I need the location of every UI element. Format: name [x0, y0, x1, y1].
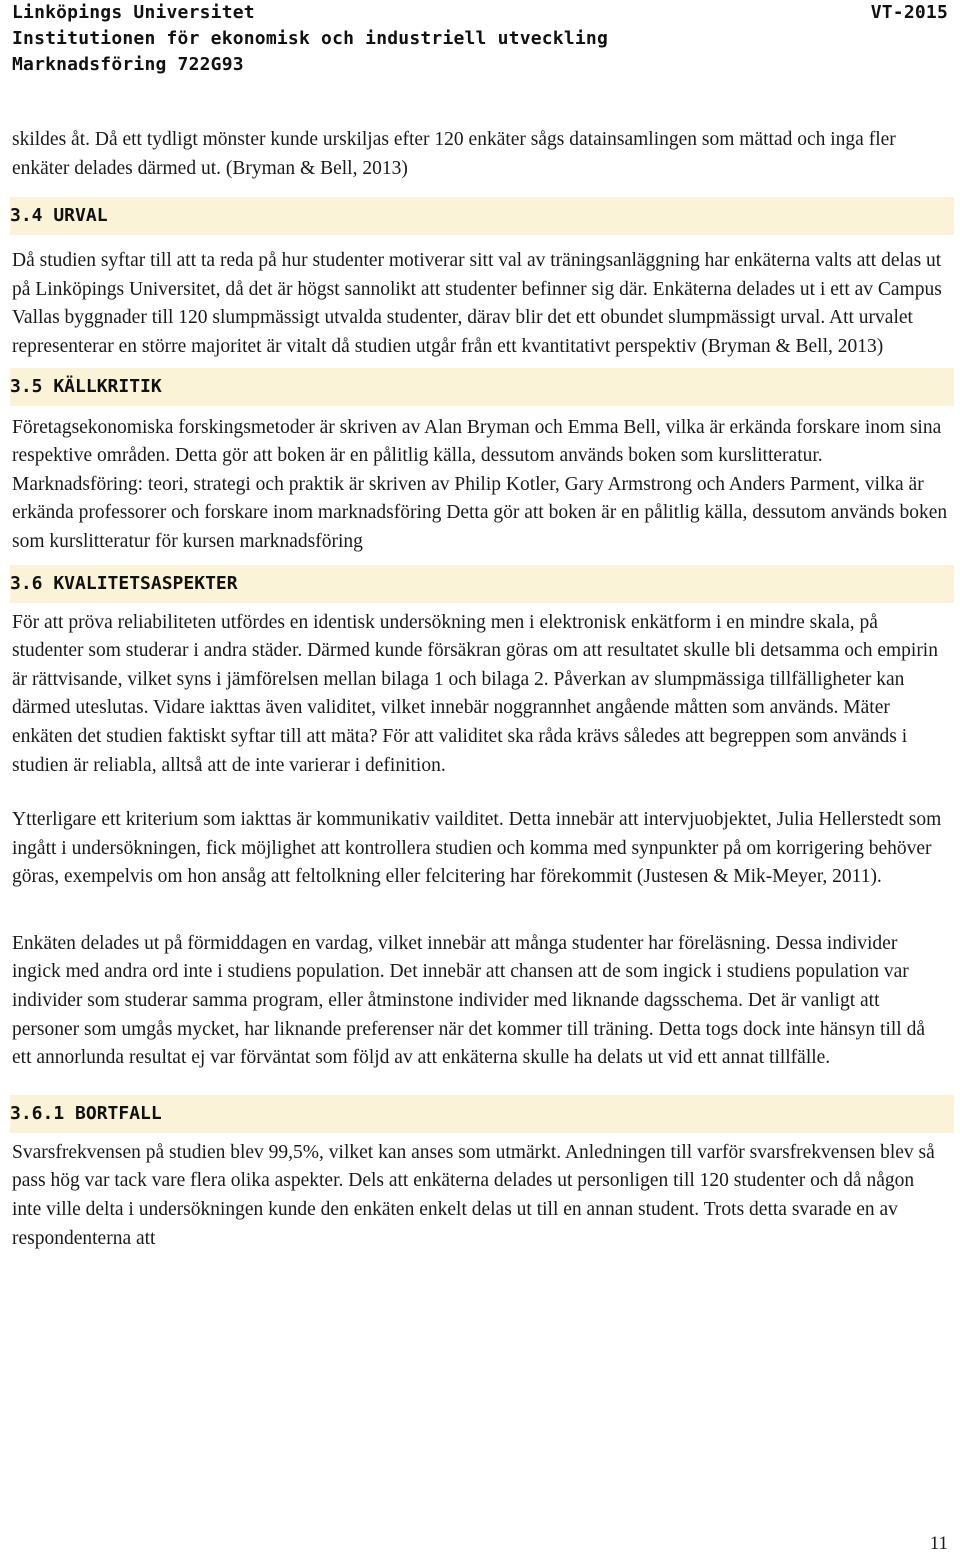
bortfall-paragraph: Svarsfrekvensen på studien blev 99,5%, vilket kan anses som utmärkt. Anledningen till varför svarsfrekvensen blev så pass hög var tack vare flera olika aspekter. Dels att enkäterna delades ut personligen till 120 studenter och då någon inte ville delta i undersökningen kunde den enkäten enkelt delas ut till en annan student. Trots detta svarade en av respondenterna att	[12, 1141, 935, 1249]
header-term: VT-2015	[870, 2, 948, 23]
kvalitet-paragraph-3: Enkäten delades ut på förmiddagen en vardag, vilket innebär att många studenter har föreläsning. Dessa individer ingick med andra ord inte i studiens population. Det innebär att chansen att de som ingick i studiens population var individer som studerar samma program, eller åtminstone individer med liknande dagsschema. Det är vanligt att personer som umgås mycket, har liknande preferenser när det kommer till träning. Detta togs dock inte hänsyn till då ett annorlunda resultat ej var förväntat som följd av att enkäterna skulle ha delats ut vid ett annat tillfälle.	[12, 932, 925, 1069]
section-heading-urval: 3.4 URVAL	[10, 197, 954, 235]
intro-paragraph: skildes åt. Då ett tydligt mönster kunde urskiljas efter 120 enkäter sågs datainsamlingen som mättad och inga fler enkäter delades därmed ut. (Bryman & Bell, 2013)	[12, 129, 896, 179]
kvalitet-paragraph-1: För att pröva reliabiliteten utfördes en identisk undersökning men i elektronisk enkätform i en mindre skala, på studenter som studerar i andra städer. Därmed kunde försäkran göras om att resultatet skulle bli detsamma och empirin är rättvisande, vilket syns i jämförelsen mellan bilaga 1 och bilaga 2. Påverkan av slumpmässiga tillfälligheter kan därmed uteslutas. Vidare iakttas även validitet, vilket innebär noggrannhet angående måtten som används. Mäter enkäten det studien faktiskt syftar till att mäta? För att validitet ska råda krävs således att begreppen som används i studien är reliabla, alltså att de inte varierar i definition.	[12, 611, 938, 776]
header-institution: Institutionen för ekonomisk och industriell utveckling	[12, 28, 608, 49]
header-course: Marknadsföring 722G93	[12, 54, 244, 75]
page-number: 11	[929, 1533, 948, 1554]
page-header	[12, 0, 948, 78]
kallkritik-paragraph-2: Marknadsföring: teori, strategi och praktik är skriven av Philip Kotler, Gary Armstrong och Anders Parment, vilka är erkända professorer och forskare inom marknadsföring Detta gör att boken är en pålitlig källa, dessutom används boken som kurslitteratur för kursen marknadsföring	[12, 473, 948, 552]
kallkritik-paragraph-1: Företagsekonomiska forskingsmetoder är skriven av Alan Bryman och Emma Bell, vilka är erkända forskare inom sina respektive områden. Detta gör att boken är en pålitlig källa, dessutom används boken som kurslitteratur.	[12, 416, 942, 467]
urval-paragraph: Då studien syftar till att ta reda på hur studenter motiverar sitt val av träningsanläggning har enkäterna valts att delas ut på Linköpings Universitet, då det är högst sannolikt att studenter befinner sig där. Enkäterna delades ut i ett av Campus Vallas byggnader till 120 slumpmässigt utvalda studenter, därav blir det ett obundet slumpmässigt urval. Att urvalet representerar en större majoritet är vitalt då studien utgår från ett kvantitativt perspektiv (Bryman & Bell, 2013)	[12, 250, 942, 357]
kvalitet-paragraph-2: Ytterligare ett kriterium som iakttas är kommunikativ vailditet. Detta innebär att intervjuobjektet, Julia Hellerstedt som ingått i undersökningen, fick möjlighet att kontrollera studien och komma med synpunkter på om korrigering behöver göras, exempelvis om hon ansåg att feltolkning eller felcitering har förekommit (Justesen & Mik-Meyer, 2011).	[12, 809, 942, 888]
section-heading-kvalitet: 3.6 KVALITETSASPEKTER	[10, 565, 954, 603]
section-heading-kallkritik: 3.5 KÄLLKRITIK	[10, 368, 954, 406]
section-heading-bortfall: 3.6.1 BORTFALL	[10, 1095, 954, 1133]
document-body	[12, 126, 948, 1253]
header-university: Linköpings Universitet	[12, 2, 255, 23]
